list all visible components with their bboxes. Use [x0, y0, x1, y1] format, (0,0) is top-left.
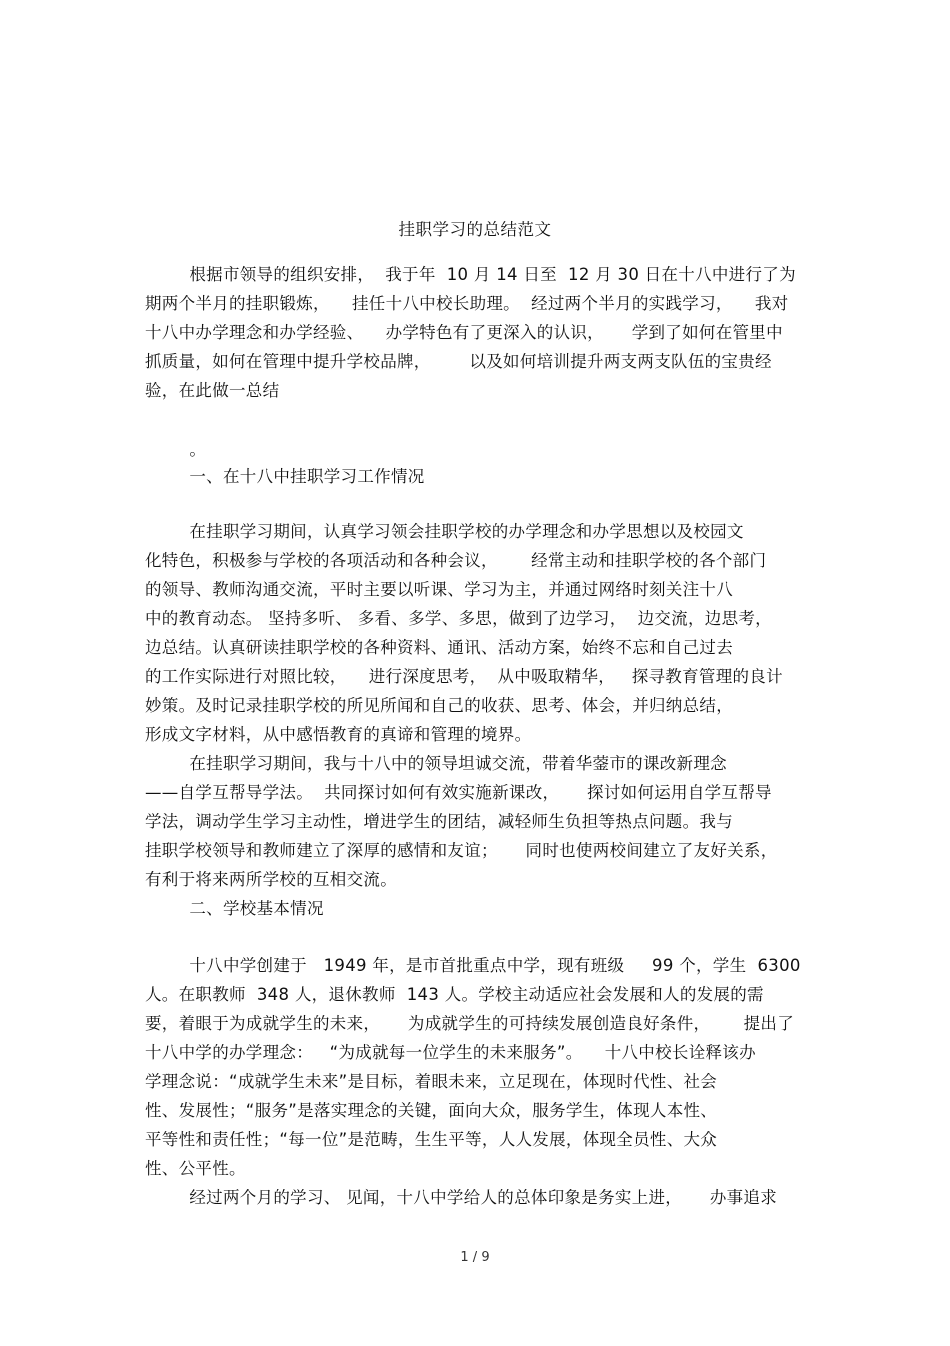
- section-heading: 一、在十八中挂职学习工作情况: [145, 467, 425, 486]
- body-line: 人。在职教师 348 人，退休教师 143 人。学校主动适应社会发展和人的发展的需: [145, 985, 764, 1004]
- body-line: 学法，调动学生学习主动性，增进学生的团结，减轻师生负担等热点问题。我与: [145, 812, 733, 831]
- body-line: 性、公平性。: [145, 1159, 246, 1178]
- body-line: 挂职学校领导和教师建立了深厚的感情和友谊； 同时也使两校间建立了友好关系，: [145, 841, 778, 860]
- section-heading: 二、学校基本情况: [145, 899, 324, 918]
- body-line: ——自学互帮导学法。 共同探讨如何有效实施新课改， 探讨如何运用自学互帮导: [145, 783, 772, 802]
- body-line: 在挂职学习期间，认真学习领会挂职学校的办学理念和办学思想以及校园文: [145, 522, 744, 541]
- body-line: 期两个半月的挂职锻炼， 挂任十八中校长助理。 经过两个半月的实践学习， 我对: [145, 294, 789, 313]
- body-line: 验，在此做一总结: [145, 381, 280, 400]
- body-line: 十八中学创建于 1949 年，是市首批重点中学，现有班级 99 个，学生 6300: [145, 956, 801, 975]
- body-line: 平等性和责任性；“每一位”是范畴，生生平等，人人发展，体现全员性、大众: [145, 1130, 718, 1149]
- document-title: 挂职学习的总结范文: [398, 220, 552, 239]
- body-line: 学理念说：“成就学生未来”是目标，着眼未来，立足现在，体现时代性、社会: [145, 1072, 718, 1091]
- body-line: 的领导、教师沟通交流，平时主要以听课、学习为主，并通过网络时刻关注十八: [145, 580, 733, 599]
- body-line: 根据市领导的组织安排， 我于年 10 月 14 日至 12 月 30 日在十八中进行了为: [145, 265, 796, 284]
- body-line: 抓质量，如何在管理中提升学校品牌， 以及如何培训提升两支两支队伍的宝贵经: [145, 352, 772, 371]
- body-line: 形成文字材料，从中感悟教育的真谛和管理的境界。: [145, 725, 532, 744]
- body-line: 经过两个月的学习、 见闻，十八中学给人的总体印象是务实上进， 办事追求: [145, 1188, 778, 1207]
- body-line: 性、发展性；“服务”是落实理念的关键，面向大众，服务学生，体现人本性、: [145, 1101, 718, 1120]
- body-line: 化特色，积极参与学校的各项活动和各种会议， 经常主动和挂职学校的各个部门: [145, 551, 767, 570]
- body-line: 十八中学的办学理念： “为成就每一位学生的未来服务”。 十八中校长诠释该办: [145, 1043, 756, 1062]
- body-line: 。: [145, 440, 207, 459]
- body-line: 中的教育动态。 坚持多听、 多看、多学、多思，做到了边学习， 边交流，边思考，: [145, 609, 772, 628]
- page-indicator: 1 / 9: [460, 1250, 490, 1265]
- body-line: 妙策。及时记录挂职学校的所见所闻和自己的收获、思考、体会，并归纳总结，: [145, 696, 733, 715]
- body-line: 有利于将来两所学校的互相交流。: [145, 870, 397, 889]
- body-line: 要，着眼于为成就学生的未来， 为成就学生的可持续发展创造良好条件， 提出了: [145, 1014, 794, 1033]
- body-line: 边总结。认真研读挂职学校的各种资料、通讯、活动方案，始终不忘和自己过去: [145, 638, 733, 657]
- body-line: 十八中办学理念和办学经验、 办学特色有了更深入的认识， 学到了如何在管里中: [145, 323, 783, 342]
- body-line: 的工作实际进行对照比较， 进行深度思考， 从中吸取精华， 探寻教育管理的良计: [145, 667, 783, 686]
- body-line: 在挂职学习期间，我与十八中的领导坦诚交流，带着华蓥市的课改新理念: [145, 754, 727, 773]
